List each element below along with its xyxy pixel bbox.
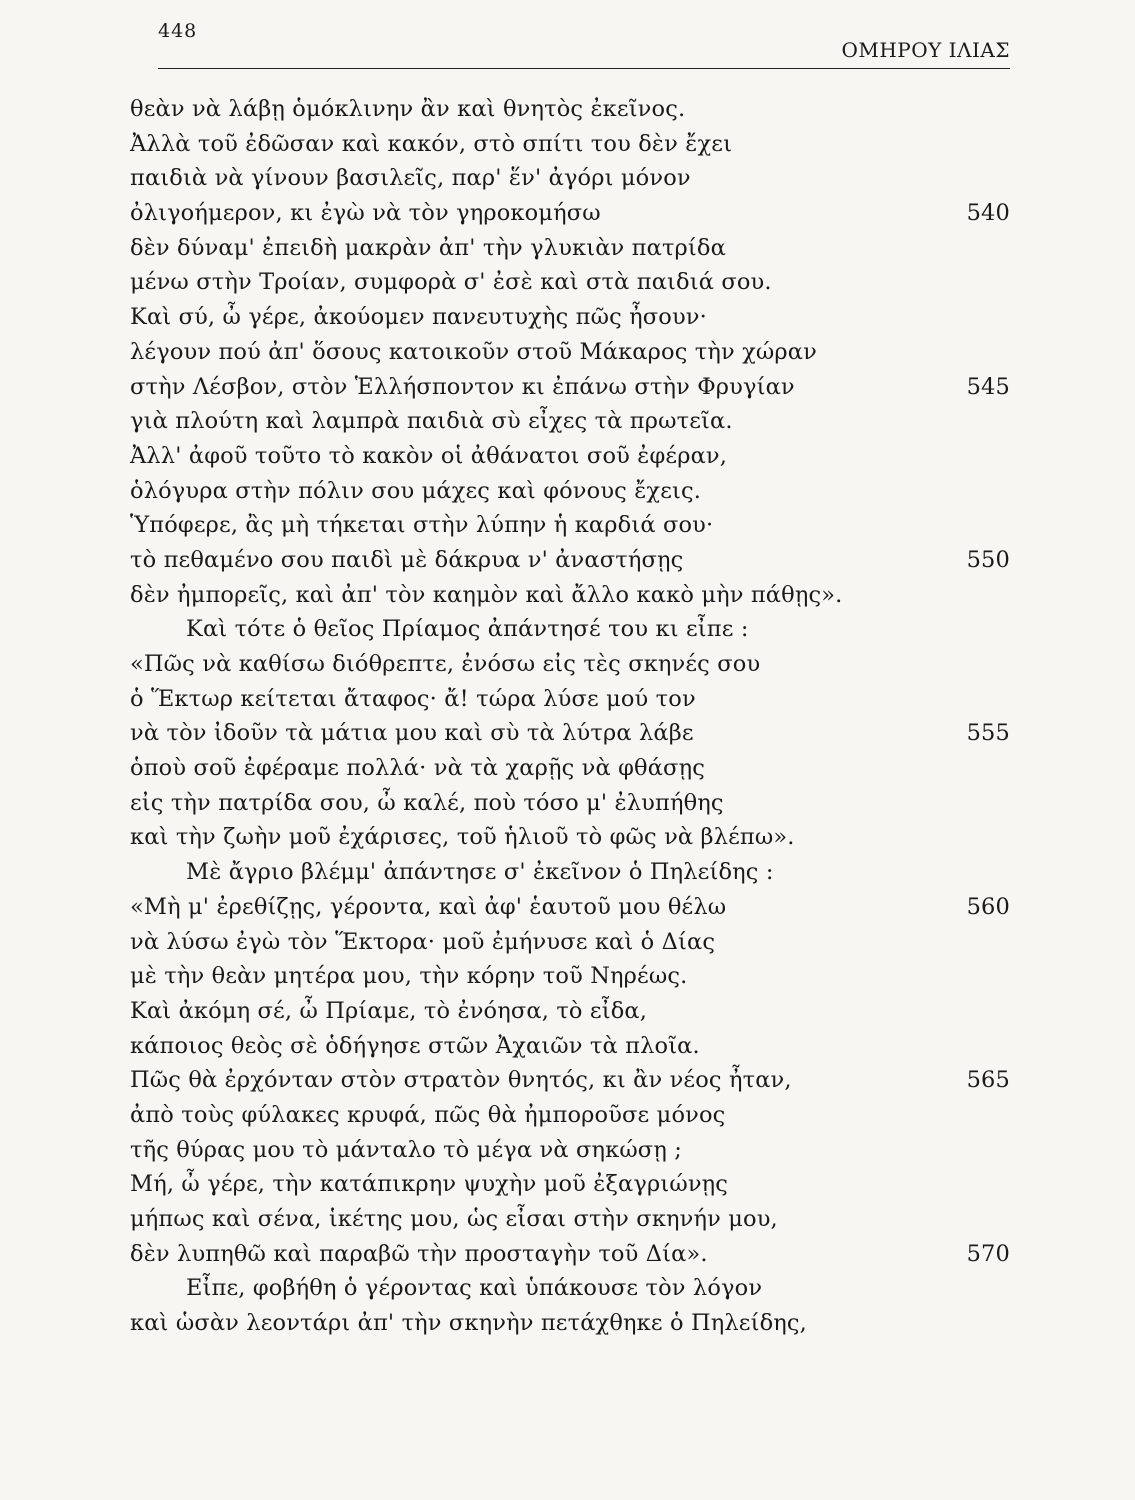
verse-text: Καὶ ἀκόμη σέ, ὦ Πρίαμε, τὸ ἐνόησα, τὸ εἶδα, <box>130 997 648 1024</box>
line-number: 550 <box>966 546 1010 573</box>
verse-text: τὸ πεθαμένο σου παιδὶ μὲ δάκρυα ν' ἀναστήσῃς <box>130 546 684 573</box>
verse-line <box>130 1202 1010 1237</box>
verse-line <box>130 959 1010 994</box>
line-number: 560 <box>966 893 1010 920</box>
verse-text: θεὰν νὰ λάβῃ ὁμόκλινην ἂν καὶ θνητὸς ἐκεῖνος. <box>130 96 686 122</box>
verse-text: «Μὴ μ' ἐρεθίζῃς, γέροντα, καὶ ἀφ' ἑαυτοῦ μου θέλω <box>130 893 727 920</box>
verse-text: «Πῶς νὰ καθίσω διόθρεπτε, ἐνόσω εἰς τὲς σκηνές σου <box>130 651 761 677</box>
verse-text: καὶ ὡσὰν λεοντάρι ἀπ' τὴν σκηνὴν πετάχθηκε ὁ Πηλείδης, <box>130 1310 807 1337</box>
verse-text: καὶ τὴν ζωὴν μοῦ ἐχάρισες, τοῦ ἡλιοῦ τὸ φῶς νὰ βλέπω». <box>130 824 795 851</box>
verse-line <box>130 1271 1010 1306</box>
verse-line <box>130 1029 1010 1064</box>
verse-text: δὲν ἠμπορεῖς, καὶ ἀπ' τὸν καημὸν καὶ ἄλλο κακὸ μὴν πάθῃς». <box>130 581 843 608</box>
verse-text: τῆς θύρας μου τὸ μάνταλο τὸ μέγα νὰ σηκώσῃ ; <box>130 1136 682 1163</box>
line-number: 555 <box>966 720 1010 747</box>
verse-text: μήπως καὶ σένα, ἱκέτης μου, ὡς εἶσαι στὴν σκηνήν μου, <box>130 1206 778 1232</box>
verse-line <box>130 890 1010 925</box>
verse-line <box>130 1098 1010 1133</box>
verse-line <box>130 404 1010 439</box>
verse-text: Καὶ σύ, ὦ γέρε, ἀκούομεν πανευτυχὴς πῶς ἦσουν· <box>130 304 707 331</box>
verse-line <box>130 751 1010 786</box>
verse-text: ὁλόγυρα στὴν πόλιν σου μάχες καὶ φόνους ἔχεις. <box>130 477 702 504</box>
verse-line <box>130 925 1010 960</box>
verse-text: εἰς τὴν πατρίδα σου, ὦ καλέ, ποὺ τόσο μ' ἐλυπήθης <box>130 789 724 816</box>
verse-text: Ἀλλὰ τοῦ ἐδῶσαν καὶ κακόν, στὸ σπίτι του δὲν ἔχει <box>130 130 733 157</box>
line-number: 565 <box>966 1067 1010 1094</box>
page-header <box>158 20 1010 70</box>
verse-text: νὰ τὸν ἰδοῦν τὰ μάτια μου καὶ σὺ τὰ λύτρα λάβε <box>130 720 694 747</box>
verse-line <box>130 786 1010 821</box>
page-number: 448 <box>158 20 198 42</box>
verse-line <box>130 1306 1010 1341</box>
verse-line <box>130 1237 1010 1272</box>
verse-line <box>130 1167 1010 1202</box>
verse-text: ὀλιγοήμερον, κι ἐγὼ νὰ τὸν γηροκομήσω <box>130 200 601 227</box>
verse-text: στὴν Λέσβον, στὸν Ἑλλήσποντον κι ἐπάνω στὴν Φρυγίαν <box>130 373 795 400</box>
line-number: 570 <box>966 1240 1010 1267</box>
verse-line <box>130 647 1010 682</box>
verse-line <box>130 543 1010 578</box>
verse-text: γιὰ πλούτη καὶ λαμπρὰ παιδιὰ σὺ εἶχες τὰ πρωτεῖα. <box>130 408 733 435</box>
verse-line <box>130 370 1010 405</box>
verse-text: παιδιὰ νὰ γίνουν βασιλεῖς, παρ' ἕν' ἀγόρι μόνον <box>130 165 691 192</box>
verse-text: Μὲ ἄγριο βλέμμ' ἀπάντησε σ' ἐκεῖνον ὁ Πηλείδης : <box>186 859 774 886</box>
verse-line <box>130 716 1010 751</box>
verse-line <box>130 1063 1010 1098</box>
verse-line <box>130 335 1010 370</box>
line-number: 545 <box>966 373 1010 400</box>
verse-text: ὁποὺ σοῦ ἐφέραμε πολλά· νὰ τὰ χαρῇς νὰ φθάσῃς <box>130 755 705 782</box>
verse-text: Ἀλλ' ἀφοῦ τοῦτο τὸ κακὸν οἱ ἀθάνατοι σοῦ ἐφέραν, <box>130 442 728 469</box>
verse-text: Ὑπόφερε, ἂς μὴ τήκεται στὴν λύπην ἡ καρδιά σου· <box>130 512 714 539</box>
verse-line <box>130 1133 1010 1168</box>
verse-line <box>130 196 1010 231</box>
verse-text: λέγουν πού ἀπ' ὅσους κατοικοῦν στοῦ Μάκαρος τὴν χώραν <box>130 338 817 365</box>
verse-line <box>130 994 1010 1029</box>
header-rule <box>158 68 1010 69</box>
verse-text: δὲν λυπηθῶ καὶ παραβῶ τὴν προσταγὴν τοῦ Δία». <box>130 1240 708 1267</box>
verse-text: Καὶ τότε ὁ θεῖος Πρίαμος ἀπάντησέ του κι εἶπε : <box>186 616 749 643</box>
verse-line <box>130 855 1010 890</box>
verse-text: Μή, ὦ γέρε, τὴν κατάπικρην ψυχὴν μοῦ ἐξαγριώνῃς <box>130 1171 729 1198</box>
verse-block <box>130 92 1010 1341</box>
verse-text: μένω στὴν Τροίαν, συμφορὰ σ' ἐσὲ καὶ στὰ παιδιά σου. <box>130 269 772 296</box>
verse-line <box>130 231 1010 266</box>
verse-text: δὲν δύναμ' ἐπειδὴ μακρὰν ἀπ' τὴν γλυκιὰν πατρίδα <box>130 234 726 261</box>
verse-line <box>130 578 1010 613</box>
verse-line <box>130 127 1010 162</box>
verse-line <box>130 612 1010 647</box>
running-title: ΟΜΗΡΟΥ ΙΛΙΑΣ <box>841 38 1010 62</box>
verse-text: κάποιος θεὸς σὲ ὁδήγησε στῶν Ἀχαιῶν τὰ πλοῖα. <box>130 1032 700 1059</box>
verse-text: μὲ τὴν θεὰν μητέρα μου, τὴν κόρην τοῦ Νηρέως. <box>130 963 688 990</box>
verse-text: Εἶπε, φοβήθη ὁ γέροντας καὶ ὑπάκουσε τὸν λόγον <box>186 1275 763 1302</box>
verse-line <box>130 439 1010 474</box>
verse-text: νὰ λύσω ἐγὼ τὸν Ἕκτορα· μοῦ ἐμήνυσε καὶ ὁ Δίας <box>130 928 716 955</box>
verse-line <box>130 265 1010 300</box>
line-number: 540 <box>966 200 1010 227</box>
verse-line <box>130 92 1010 127</box>
verse-line <box>130 161 1010 196</box>
verse-text: Πῶς θὰ ἐρχόνταν στὸν στρατὸν θνητός, κι ἂν νέος ἦταν, <box>130 1067 792 1094</box>
verse-line <box>130 300 1010 335</box>
verse-line <box>130 682 1010 717</box>
verse-text: ἀπὸ τοὺς φύλακες κρυφά, πῶς θὰ ἠμποροῦσε μόνος <box>130 1101 726 1128</box>
verse-line <box>130 508 1010 543</box>
verse-line <box>130 474 1010 509</box>
verse-text: ὁ Ἕκτωρ κείτεται ἄταφος· ἄ! τώρα λύσε μού τον <box>130 685 696 712</box>
verse-line <box>130 820 1010 855</box>
